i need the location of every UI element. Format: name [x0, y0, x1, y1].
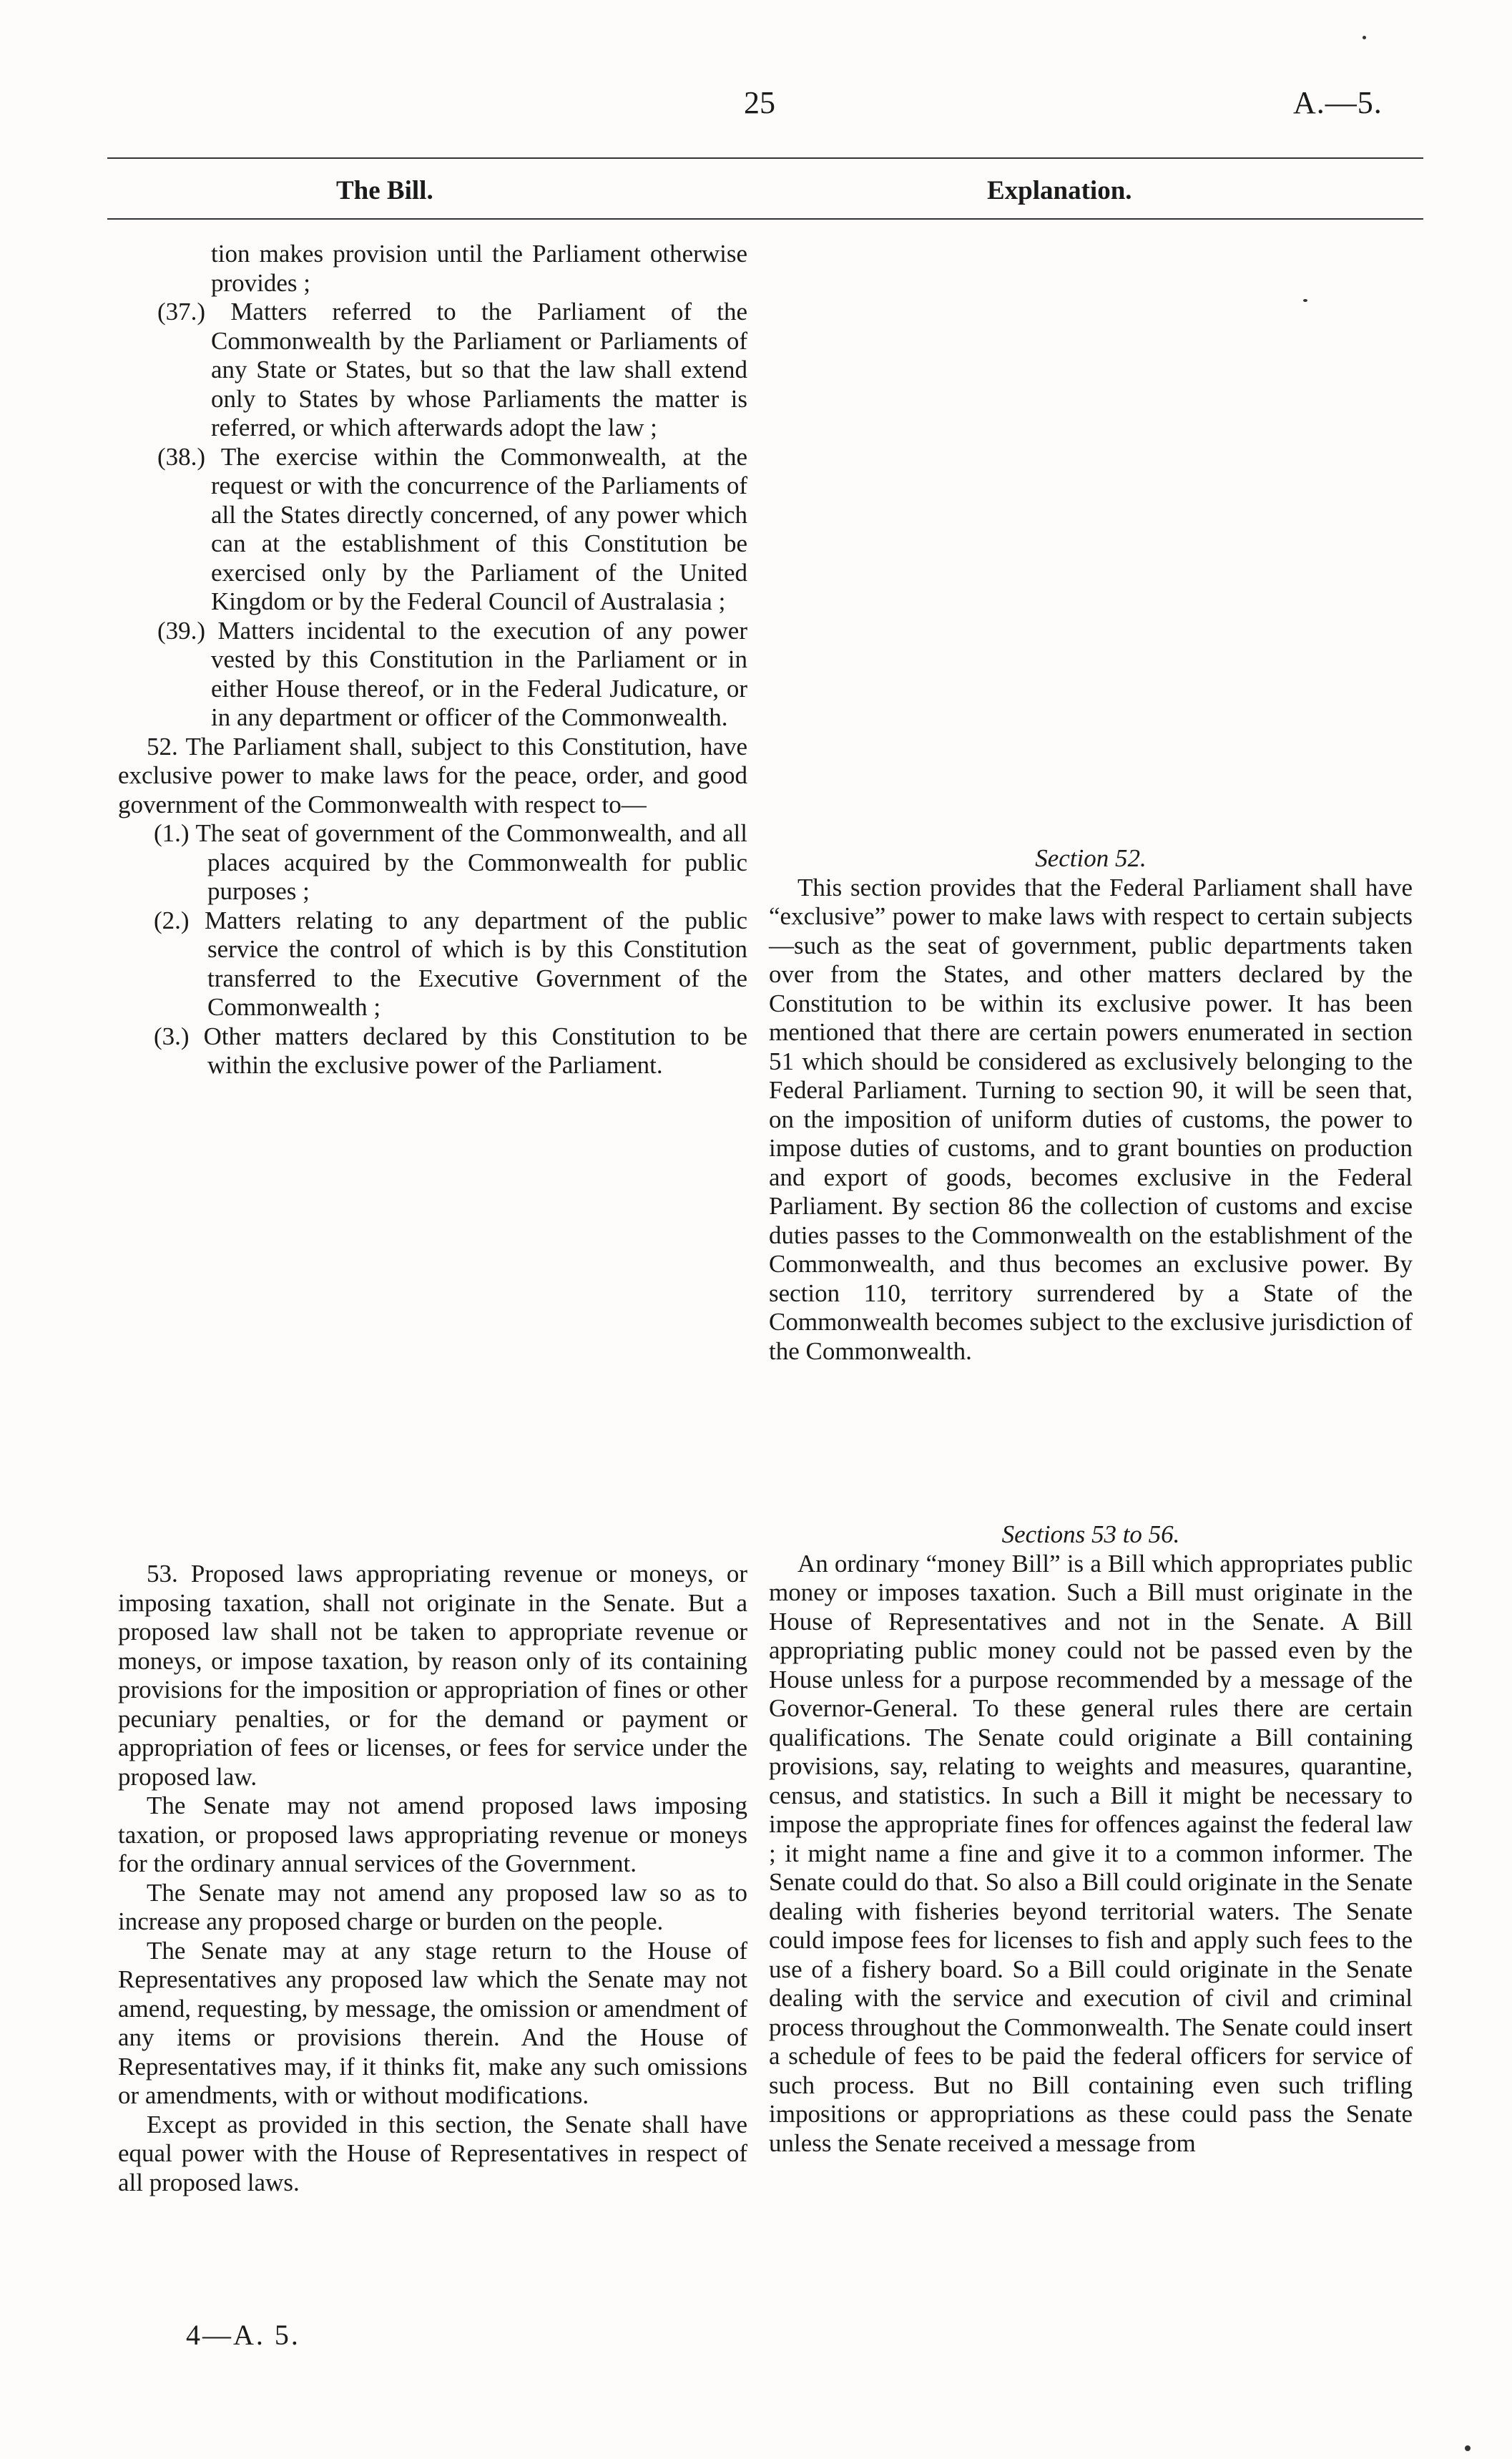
s52-item-2: (2.) Matters relating to any department of the public service the control of which is by this Constitution transferred to the Executive Government of the Commonwealth ; — [154, 906, 747, 1021]
explanation-s53-title: Sections 53 to 56. — [1001, 1520, 1180, 1548]
s51-item-39: (39.) Matters incidental to the execution of any power vested by this Constitution in the Parliament or in either House thereof, or in the Federal Judicature, or in any department or officer of the Commonwealth. — [157, 616, 747, 731]
s53-paragraph-2: The Senate may not amend proposed laws imposing taxation, or proposed laws appropriating revenue or moneys for the ordinary annual services of the Government. — [118, 1791, 747, 1877]
section-52-intro: 52. The Parliament shall, subject to this Constitution, have exclusive power to make laws for the peace, order, and good government of the Commonwealth with respect to— — [118, 732, 747, 818]
bill-continuation: tion makes provision until the Parliament otherwise provides ; — [211, 240, 747, 297]
s52-item-3: (3.) Other matters declared by this Constitution to be within the exclusive power of the Parliament. — [154, 1022, 747, 1079]
bill-column-section-53 — [118, 1560, 747, 2197]
explanation-section-52 — [769, 844, 1413, 1366]
heading-rule — [107, 218, 1423, 220]
s52-item-1: (1.) The seat of government of the Commonwealth, and all places acquired by the Commonwealth for public purposes ; — [154, 819, 747, 905]
bill-column-upper — [118, 240, 747, 1080]
s51-item-37: (37.) Matters referred to the Parliament of the Commonwealth by the Parliament or Parliaments of any State or States, but so that the law shall extend only to States by whose Parliaments the matter is referred, or which afterwards adopt the law ; — [157, 298, 747, 441]
explanation-s52-text: This section provides that the Federal Parliament shall have “exclusive” power to make laws with respect to certain subjects—such as the seat of government, public departments taken over from the States, and other matters declared by the Constitution to be within its exclusive power. It has been mentioned that there are certain powers enumerated in section 51 which should be considered as exclusively belonging to the Federal Parliament. Turning to section 90, it will be seen that, on the imposition of uniform duties of customs, the power to impose duties of customs, and to grant bounties on production and export of goods, becomes exclusive in the Federal Parliament. By section 86 the collection of customs and excise duties passes to the Commonwealth on the establishment of the Commonwealth, and thus becomes an exclusive power. By section 110, territory surrendered by a State of the Commonwealth becomes subject to the exclusive jurisdiction of the Commonwealth. — [769, 873, 1413, 1365]
explanation-sections-53-56 — [769, 1520, 1413, 2158]
s53-paragraph-5: Except as provided in this section, the Senate shall have equal power with the House of Representatives in respect of all proposed laws. — [118, 2110, 747, 2196]
s53-paragraph-3: The Senate may not amend any proposed law so as to increase any proposed charge or burden on the people. — [118, 1878, 747, 1935]
footer-signature: 4—A. 5. — [186, 2319, 300, 2351]
document-reference: A.—5. — [1293, 85, 1383, 120]
s53-paragraph-1: 53. Proposed laws appropriating revenue or moneys, or imposing taxation, shall not originate in the Senate. But a proposed law shall not be taken to appropriate revenue or moneys, or impose taxation, by reason only of its containing provisions for the imposition or appropriation of fines or other pecuniary penalties, or for the demand or payment or appropriation of fees or licenses, or fees for service under the proposed law. — [118, 1560, 747, 1791]
scan-speck — [1363, 36, 1366, 39]
header-rule — [107, 157, 1423, 159]
column-heading-bill: The Bill. — [336, 176, 433, 205]
explanation-s53-text: An ordinary “money Bill” is a Bill which appropriates public money or imposes taxation. Such a Bill must originate in the House of Representatives and not in the Senate. A Bill appropriating public money could not be passed even by the House unless for a purpose recommended by a message of the Governor-General. To these general rules there are certain qualifications. The Senate could originate a Bill containing provisions, say, relating to weights and measures, quarantine, census, and statistics. In such a Bill it might be necessary to impose the appropriate fines for offences against the federal law ; it might name a fine and give it to a common informer. The Senate could do that. So also a Bill could originate in the Senate dealing with fisheries beyond territorial waters. The Senate could impose fees for licenses to fish and apply such fees to the use of a fishery board. So a Bill could originate in the Senate dealing with the service and execution of civil and criminal process throughout the Commonwealth. The Senate could insert a schedule of fees to be paid the federal officers for service of such process. But no Bill containing even such trifling impositions or appropriations as these could pass the Senate unless the Senate received a message from — [769, 1549, 1413, 2157]
page-number: 25 — [744, 85, 775, 120]
column-heading-explanation: Explanation. — [987, 176, 1132, 205]
explanation-s52-title: Section 52. — [1035, 844, 1147, 872]
scan-speck — [1465, 2445, 1471, 2451]
s51-item-38: (38.) The exercise within the Commonwealth, at the request or with the concurrence of the Parliaments of all the States directly concerned, of any power which can at the establishment of this Constitution be exercised only by the Parliament of the United Kingdom or by the Federal Council of Australasia ; — [157, 442, 747, 615]
s53-paragraph-4: The Senate may at any stage return to the House of Representatives any proposed law which the Senate may not amend, requesting, by message, the omission or amendment of any items or provisions therein. And the House of Representatives may, if it thinks fit, make any such omissions or amendments, with or without modifications. — [118, 1936, 747, 2109]
scan-speck — [1303, 299, 1307, 302]
